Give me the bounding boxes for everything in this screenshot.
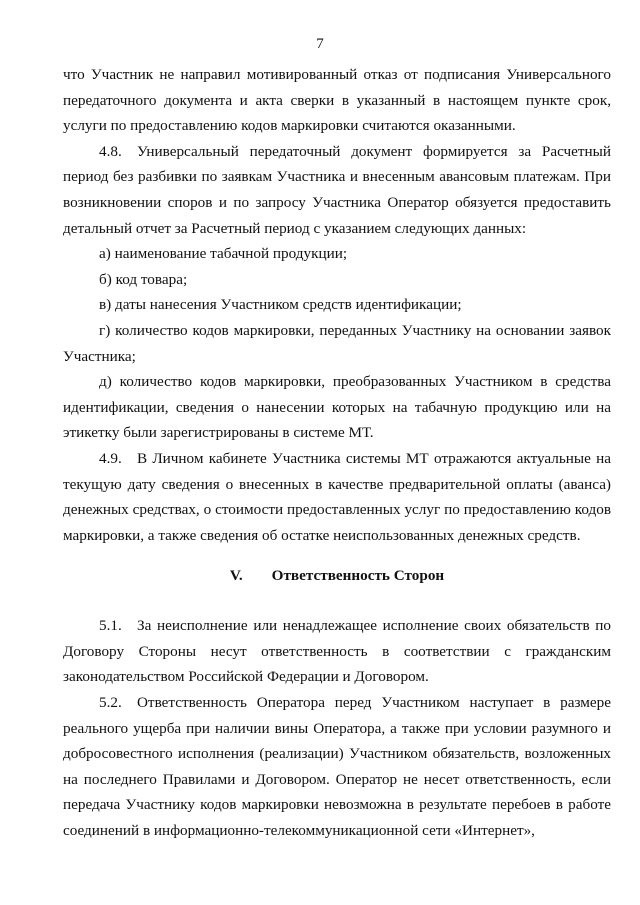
paragraph-continuation: что Участник не направил мотивированный отказ от подписания Универсального передаточного документа и акта сверки в указанный в настоящем пункте срок, услуги по предоставлению кодов маркировки считаются оказанными. bbox=[63, 66, 611, 135]
page-number: 7 bbox=[316, 36, 324, 52]
clause-5-2: 5.2. Ответственность Оператора перед Участником наступает в размере реального ущерба при наличии вины Оператора, а также при условии разумного и добросовестного исполнения (реализации) Участником обязательств, возложенных на последнего Правилами и Договором. Оператор не несет ответственность, если передача Участнику кодов маркировки невозможна в результате перебоев в работе соединений в информационно-телекоммуникационной сети «Интернет», bbox=[63, 694, 611, 840]
clause-5-1: 5.1. За неисполнение или ненадлежащее исполнение своих обязательств по Договору Стороны несут ответственность в соответствии с гражданским законодательством Российской Федерации и Договором. bbox=[63, 617, 611, 686]
section-heading bbox=[63, 561, 611, 591]
clause-4-9: 4.9. В Личном кабинете Участника системы МТ отражаются актуальные на текущую дату сведения о внесенных в качестве предварительной оплаты (аванса) денежных средствах, о стоимости предоставленных услуг по предоставлению кодов маркировки, а также сведения об остатке неиспользованных денежных средств. bbox=[63, 449, 611, 544]
list-item-b: б) код товара; bbox=[99, 270, 188, 288]
section-title: Ответственность Сторон bbox=[271, 567, 445, 585]
list-item-v: в) даты нанесения Участником средств идентификации; bbox=[99, 296, 462, 314]
list-item-d: д) количество кодов маркировки, преобразованных Участником в средства идентификации, сведения о нанесении которых на табачную продукцию или на этикетку были зарегистрированы в системе МТ. bbox=[63, 373, 611, 442]
section-number: V. bbox=[229, 567, 243, 585]
document-body bbox=[63, 62, 611, 844]
list-item-a: а) наименование табачной продукции; bbox=[99, 245, 348, 263]
clause-4-8: 4.8. Универсальный передаточный документ формируется за Расчетный период без разбивки по заявкам Участника и внесенным авансовым платежам. При возникновении споров и по запросу Участника Оператор обязуется предоставить детальный отчет за Расчетный период с указанием следующих данных: bbox=[63, 142, 611, 237]
list-item-g: г) количество кодов маркировки, переданных Участнику на основании заявок Участника; bbox=[63, 321, 611, 365]
